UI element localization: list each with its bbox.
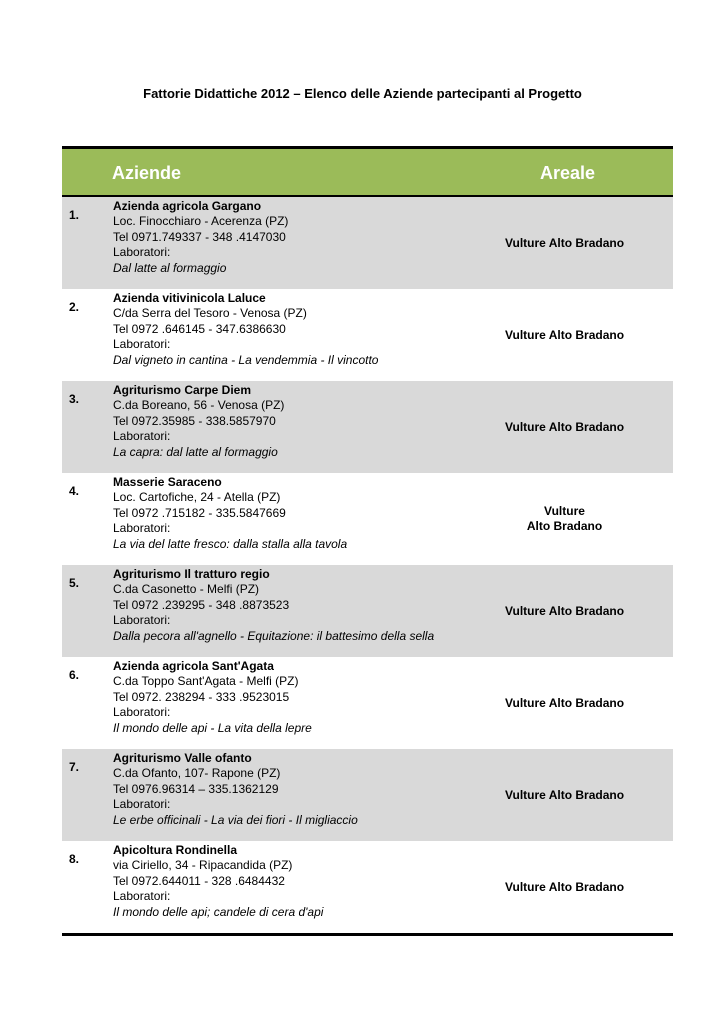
azienda-name: Azienda agricola Gargano	[113, 199, 262, 213]
azienda-phone: Tel 0972 .646145 - 347.6386630	[113, 321, 286, 336]
table-row	[62, 289, 673, 381]
azienda-address: via Ciriello, 34 - Ripacandida (PZ)	[113, 858, 293, 873]
azienda-info	[113, 567, 434, 644]
laboratori-text: Le erbe officinali - La via dei fiori - Il migliaccio	[113, 812, 358, 827]
laboratori-text: La via del latte fresco: dalla stalla alla tavola	[113, 536, 348, 551]
table-row	[62, 841, 673, 933]
azienda-name: Masserie Saraceno	[113, 475, 222, 489]
azienda-address: C.da Boreano, 56 - Venosa (PZ)	[113, 398, 285, 413]
table-row	[62, 381, 673, 473]
areale-cell: Vulture Alto Bradano	[504, 879, 625, 894]
areale-cell: Vulture Alto Bradano	[504, 603, 625, 618]
azienda-name: Apicoltura Rondinella	[113, 843, 238, 857]
laboratori-text: Dal vigneto in cantina - La vendemmia - Il vincotto	[113, 352, 379, 367]
azienda-phone: Tel 0972.35985 - 338.5857970	[113, 413, 276, 428]
laboratori-label: Laboratori:	[113, 613, 171, 628]
azienda-info	[113, 843, 323, 920]
azienda-phone: Tel 0972 .715182 - 335.5847669	[113, 505, 286, 520]
page-title: Fattorie Didattiche 2012 – Elenco delle Aziende partecipanti al Progetto	[143, 86, 582, 101]
aziende-table	[62, 146, 673, 936]
azienda-info	[113, 199, 288, 276]
azienda-name: Agriturismo Valle ofanto	[113, 751, 252, 765]
azienda-phone: Tel 0971.749337 - 348 .4147030	[113, 229, 286, 244]
azienda-address: C.da Casonetto - Melfi (PZ)	[113, 582, 260, 597]
azienda-address: C.da Toppo Sant'Agata - Melfi (PZ)	[113, 674, 299, 689]
row-number: 6.	[69, 668, 80, 682]
laboratori-label: Laboratori:	[113, 429, 171, 444]
table-row	[62, 565, 673, 657]
azienda-info	[113, 659, 312, 736]
azienda-phone: Tel 0976.96314 – 335.1362129	[113, 781, 279, 796]
laboratori-label: Laboratori:	[113, 797, 171, 812]
row-number: 2.	[69, 300, 80, 314]
table-bottom-rule	[62, 933, 673, 936]
laboratori-text: Dal latte al formaggio	[113, 260, 227, 275]
azienda-info	[113, 475, 347, 552]
azienda-address: Loc. Finocchiaro - Acerenza (PZ)	[113, 214, 289, 229]
areale-cell: Vulture Alto Bradano	[504, 787, 625, 802]
areale-cell: Vulture Alto Bradano	[504, 327, 625, 342]
row-number: 8.	[69, 852, 80, 866]
azienda-name: Agriturismo Il tratturo regio	[113, 567, 270, 581]
azienda-info	[113, 291, 378, 368]
azienda-name: Agriturismo Carpe Diem	[113, 383, 252, 397]
row-number: 7.	[69, 760, 80, 774]
laboratori-text: Il mondo delle api; candele di cera d'api	[113, 904, 324, 919]
header-areale: Areale	[540, 163, 596, 183]
row-number: 1.	[69, 208, 80, 222]
laboratori-label: Laboratori:	[113, 705, 171, 720]
areale-cell: Vulture Alto Bradano	[504, 235, 625, 250]
azienda-info	[113, 383, 284, 460]
azienda-phone: Tel 0972.644011 - 328 .6484432	[113, 873, 285, 888]
laboratori-label: Laboratori:	[113, 889, 171, 904]
table-row	[62, 749, 673, 841]
table-row	[62, 473, 673, 565]
laboratori-label: Laboratori:	[113, 245, 171, 260]
table-row	[62, 657, 673, 749]
table-row	[62, 197, 673, 289]
header-aziende: Aziende	[112, 163, 182, 183]
row-number: 3.	[69, 392, 80, 406]
areale-cell: Vulture Alto Bradano	[504, 695, 625, 710]
azienda-address: C.da Ofanto, 107- Rapone (PZ)	[113, 766, 281, 781]
row-number: 4.	[69, 484, 80, 498]
azienda-address: Loc. Cartofiche, 24 - Atella (PZ)	[113, 490, 281, 505]
azienda-phone: Tel 0972 .239295 - 348 .8873523	[113, 597, 290, 612]
azienda-name: Azienda agricola Sant'Agata	[113, 659, 274, 673]
areale-cell: Vulture Alto Bradano	[526, 504, 603, 533]
laboratori-text: La capra: dal latte al formaggio	[113, 444, 278, 459]
areale-cell: Vulture Alto Bradano	[504, 419, 625, 434]
laboratori-label: Laboratori:	[113, 521, 171, 536]
azienda-info	[113, 751, 358, 828]
azienda-phone: Tel 0972. 238294 - 333 .9523015	[113, 689, 290, 704]
table-header	[62, 146, 673, 197]
laboratori-text: Il mondo delle api - La vita della lepre	[113, 720, 312, 735]
azienda-address: C/da Serra del Tesoro - Venosa (PZ)	[113, 306, 307, 321]
laboratori-text: Dalla pecora all'agnello - Equitazione: il battesimo della sella	[113, 628, 435, 643]
azienda-name: Azienda vitivinicola Laluce	[113, 291, 266, 305]
row-number: 5.	[69, 576, 80, 590]
laboratori-label: Laboratori:	[113, 337, 171, 352]
